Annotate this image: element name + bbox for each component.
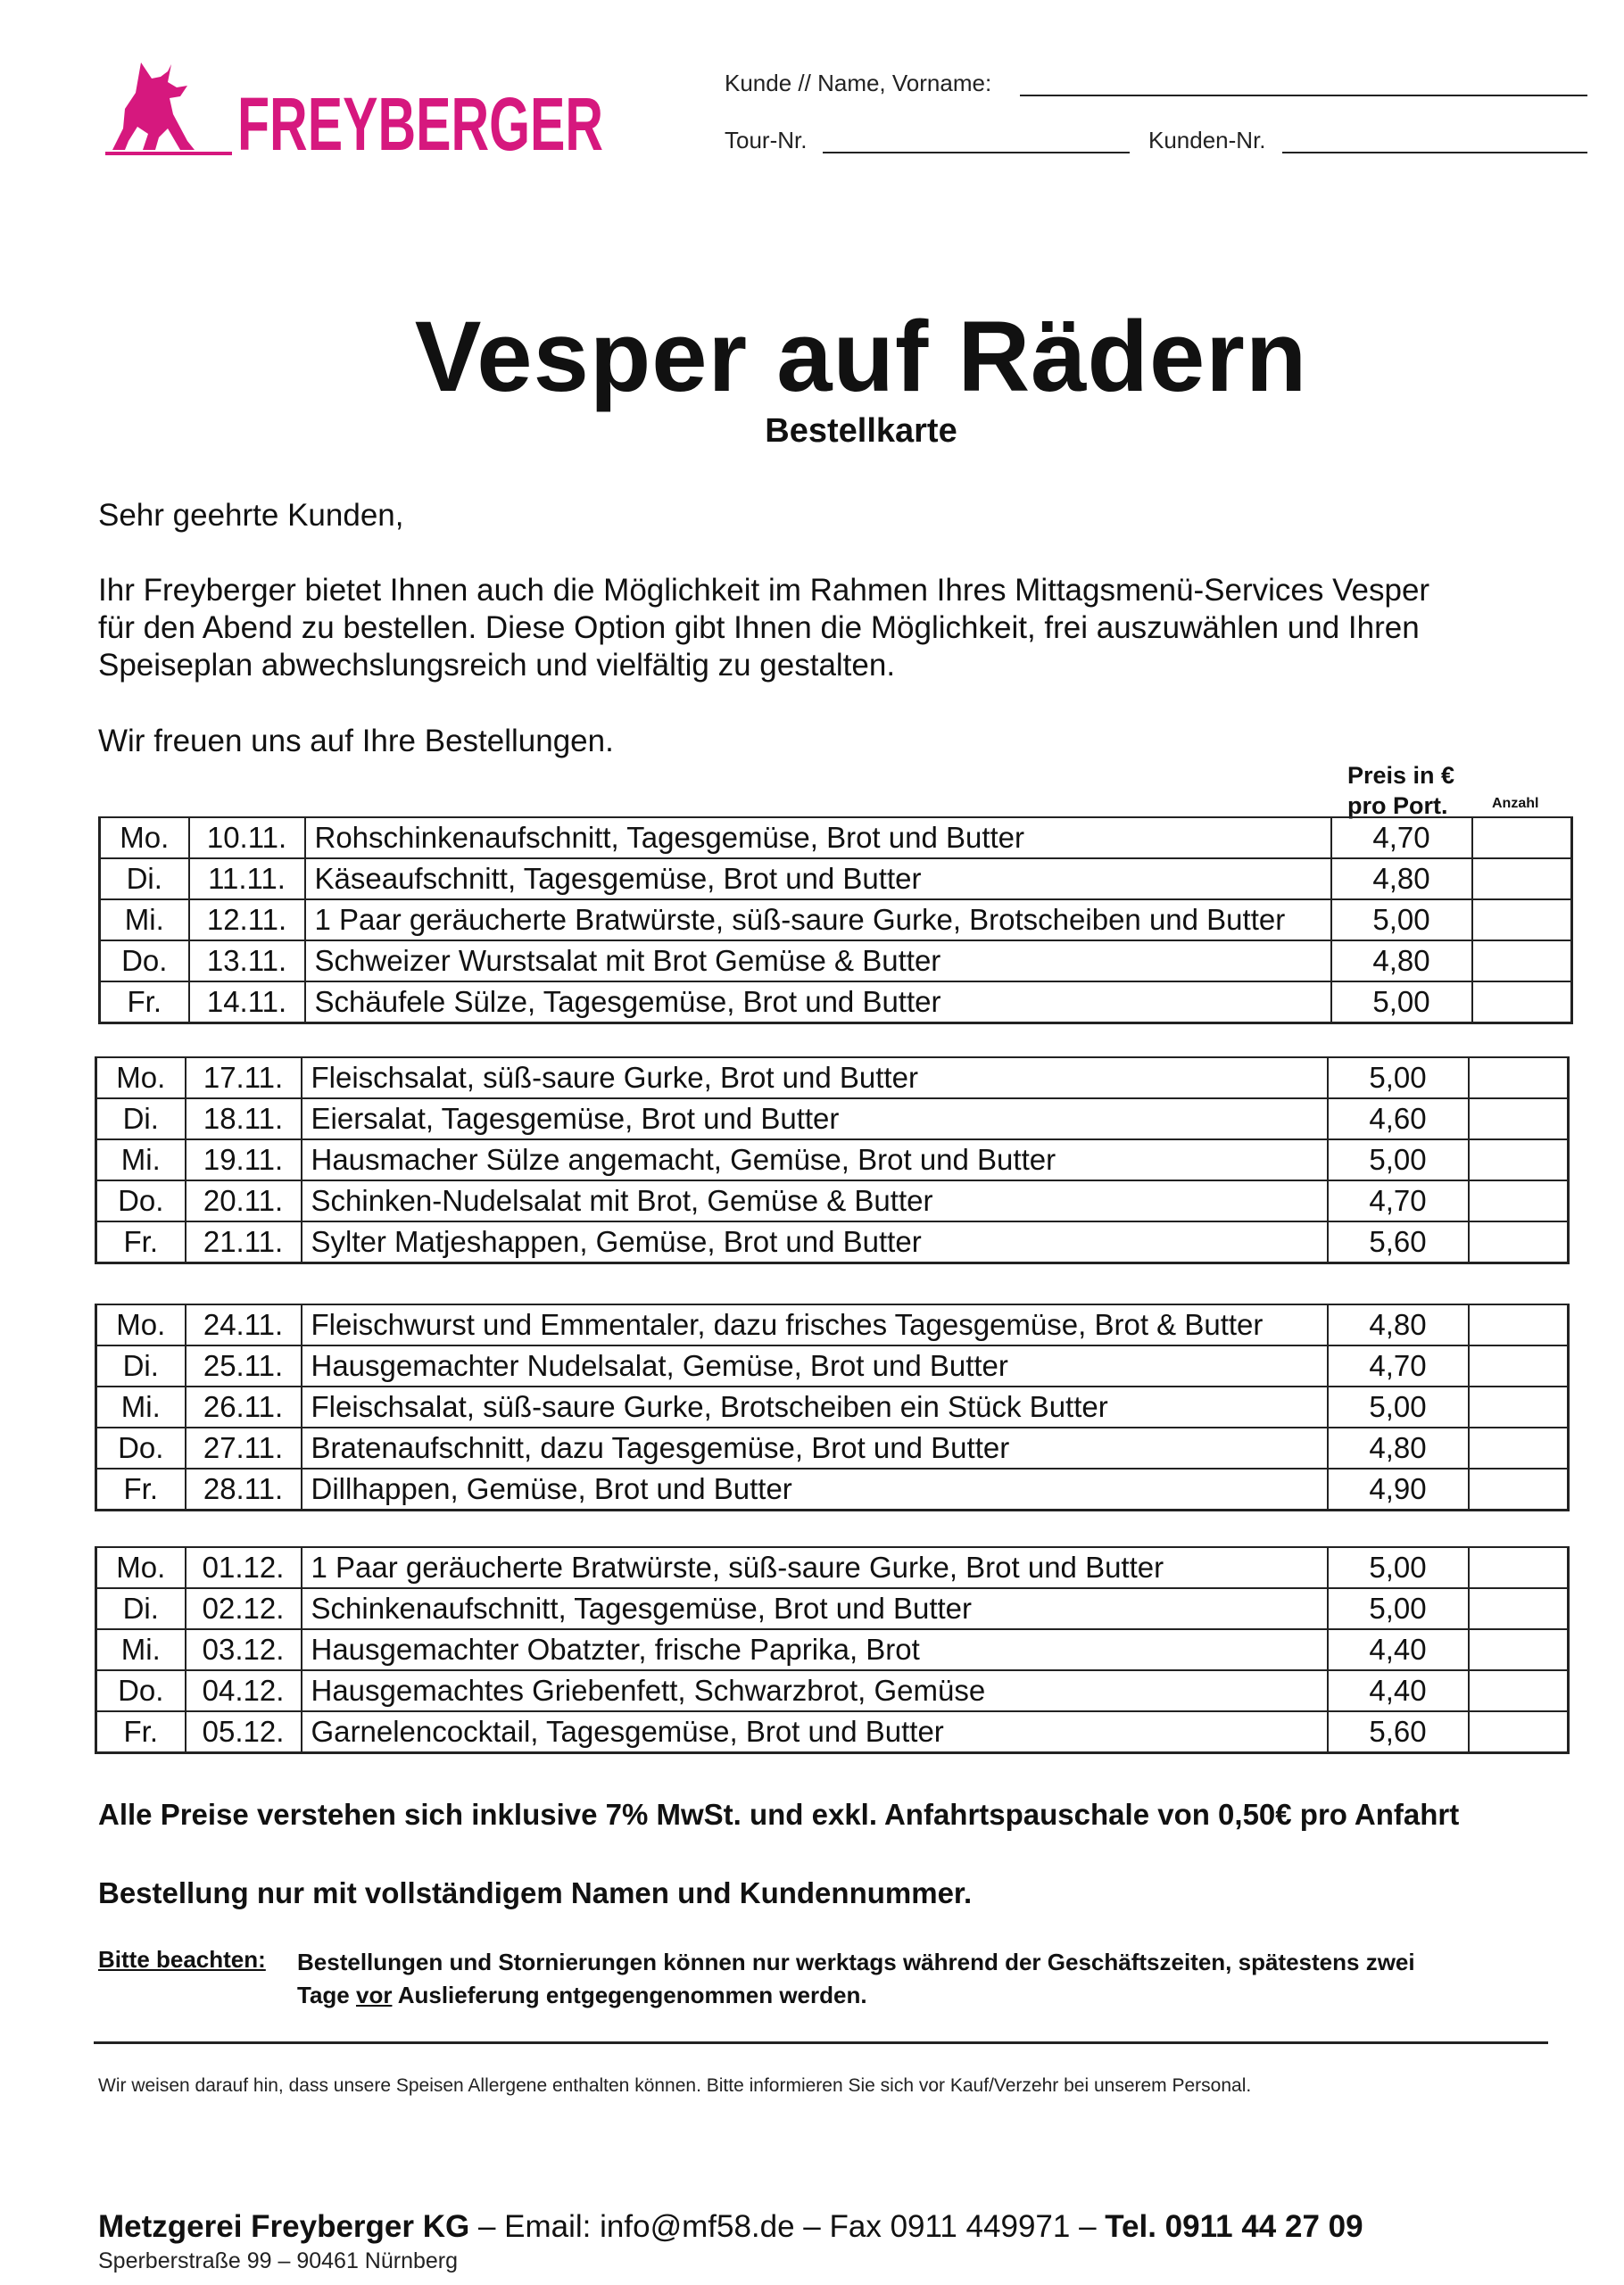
- dish-cell: Hausgemachter Nudelsalat, Gemüse, Brot und Butter: [302, 1345, 1328, 1387]
- table-row: [96, 1428, 1569, 1469]
- table-row: [100, 940, 1572, 981]
- dish-cell: Käseaufschnitt, Tagesgemüse, Brot und Butter: [305, 858, 1331, 899]
- quantity-field[interactable]: [1469, 1304, 1569, 1345]
- day-cell: Mi.: [96, 1387, 186, 1428]
- date-cell: 28.11.: [186, 1469, 302, 1511]
- date-cell: 26.11.: [186, 1387, 302, 1428]
- date-cell: 18.11.: [186, 1098, 302, 1139]
- price-cell: 5,60: [1328, 1221, 1469, 1263]
- price-cell: 5,00: [1328, 1588, 1469, 1629]
- quantity-header: Anzahl: [1492, 796, 1539, 811]
- date-cell: 12.11.: [189, 899, 305, 940]
- price-cell: 5,00: [1328, 1139, 1469, 1180]
- dish-cell: Eiersalat, Tagesgemüse, Brot und Butter: [302, 1098, 1328, 1139]
- day-cell: Di.: [96, 1345, 186, 1387]
- divider: [94, 2041, 1548, 2044]
- dish-cell: Garnelencocktail, Tagesgemüse, Brot und Butter: [302, 1711, 1328, 1753]
- quantity-field[interactable]: [1472, 981, 1572, 1023]
- page-subtitle: Bestellkarte: [765, 412, 957, 450]
- date-cell: 10.11.: [189, 817, 305, 858]
- day-cell: Mo.: [96, 1547, 186, 1588]
- dish-cell: Bratenaufschnitt, dazu Tagesgemüse, Brot und Butter: [302, 1428, 1328, 1469]
- intro-line: Speiseplan abwechslungsreich und vielfältig zu gestalten.: [98, 648, 896, 683]
- attention-text: [297, 1946, 1573, 2012]
- quantity-field[interactable]: [1472, 940, 1572, 981]
- day-cell: Do.: [100, 940, 189, 981]
- table-row: [96, 1469, 1569, 1511]
- price-note: Alle Preise verstehen sich inklusive 7% MwSt. und exkl. Anfahrtspauschale von 0,50€ pro Anfahrt: [98, 1798, 1460, 1831]
- quantity-field[interactable]: [1469, 1180, 1569, 1221]
- day-cell: Do.: [96, 1428, 186, 1469]
- day-cell: Mi.: [100, 899, 189, 940]
- table-row: [96, 1304, 1569, 1345]
- price-cell: 4,80: [1331, 858, 1472, 899]
- intro-line: für den Abend zu bestellen. Diese Option gibt Ihnen die Möglichkeit, frei auszuwählen und Ihren: [98, 610, 1420, 645]
- quantity-field[interactable]: [1469, 1098, 1569, 1139]
- dish-cell: Fleischsalat, süß-saure Gurke, Brotscheiben ein Stück Butter: [302, 1387, 1328, 1428]
- attention-line-1: Bestellungen und Stornierungen können nur werktags während der Geschäftszeiten, spätestens zwei: [297, 1949, 1415, 1975]
- date-cell: 25.11.: [186, 1345, 302, 1387]
- price-cell: 5,00: [1331, 981, 1472, 1023]
- table-row: [100, 858, 1572, 899]
- day-cell: Fr.: [100, 981, 189, 1023]
- freyberger-logo: [105, 52, 605, 163]
- day-cell: Fr.: [96, 1711, 186, 1753]
- dish-cell: 1 Paar geräucherte Bratwürste, süß-saure Gurke, Brotscheiben und Butter: [305, 899, 1331, 940]
- table-row: [96, 1711, 1569, 1753]
- dish-cell: Dillhappen, Gemüse, Brot und Butter: [302, 1469, 1328, 1511]
- quantity-field[interactable]: [1469, 1629, 1569, 1670]
- quantity-field[interactable]: [1469, 1711, 1569, 1753]
- address: Sperberstraße 99 – 90461 Nürnberg: [98, 2248, 459, 2273]
- quantity-field[interactable]: [1469, 1547, 1569, 1588]
- date-cell: 14.11.: [189, 981, 305, 1023]
- date-cell: 21.11.: [186, 1221, 302, 1263]
- date-cell: 19.11.: [186, 1139, 302, 1180]
- date-cell: 01.12.: [186, 1547, 302, 1588]
- price-cell: 4,80: [1328, 1428, 1469, 1469]
- order-note: Bestellung nur mit vollständigem Namen und Kundennummer.: [98, 1876, 973, 1909]
- footer-contact: [98, 2209, 1363, 2245]
- price-header-line1: Preis in €: [1347, 762, 1455, 789]
- table-row: [96, 1588, 1569, 1629]
- footer-sep: – Email:: [469, 2209, 601, 2244]
- date-cell: 17.11.: [186, 1057, 302, 1098]
- bull-logo-icon: [105, 52, 605, 163]
- price-header-line2: pro Port.: [1347, 792, 1448, 819]
- fax-number: 0911 449971: [890, 2209, 1071, 2244]
- price-cell: 4,70: [1328, 1180, 1469, 1221]
- day-cell: Fr.: [96, 1469, 186, 1511]
- dish-cell: Hausmacher Sülze angemacht, Gemüse, Brot und Butter: [302, 1139, 1328, 1180]
- week-table-3: [95, 1304, 1570, 1511]
- quantity-field[interactable]: [1469, 1588, 1569, 1629]
- date-cell: 04.12.: [186, 1670, 302, 1711]
- price-cell: 4,70: [1328, 1345, 1469, 1387]
- dish-cell: Schäufele Sülze, Tagesgemüse, Brot und Butter: [305, 981, 1331, 1023]
- day-cell: Mo.: [100, 817, 189, 858]
- price-cell: 4,80: [1331, 940, 1472, 981]
- email-link[interactable]: info@mf58.de: [600, 2209, 795, 2244]
- dish-cell: Schweizer Wurstsalat mit Brot Gemüse & Butter: [305, 940, 1331, 981]
- quantity-field[interactable]: [1469, 1469, 1569, 1511]
- date-cell: 02.12.: [186, 1588, 302, 1629]
- table-row: [96, 1345, 1569, 1387]
- dish-cell: Hausgemachtes Griebenfett, Schwarzbrot, Gemüse: [302, 1670, 1328, 1711]
- attention-text-part: Auslieferung entgegengenommen werden.: [392, 1982, 867, 2008]
- quantity-field[interactable]: [1472, 899, 1572, 940]
- day-cell: Do.: [96, 1670, 186, 1711]
- day-cell: Di.: [96, 1588, 186, 1629]
- customer-field[interactable]: [1282, 152, 1587, 153]
- price-cell: 4,40: [1328, 1629, 1469, 1670]
- table-row: [96, 1670, 1569, 1711]
- quantity-field[interactable]: [1472, 817, 1572, 858]
- table-row: [96, 1629, 1569, 1670]
- table-row: [100, 817, 1572, 858]
- allergen-note: Wir weisen darauf hin, dass unsere Speisen Allergene enthalten können. Bitte informieren Sie sich vor Kauf/Verzehr bei unserem Personal.: [98, 2075, 1252, 2096]
- dish-cell: Schinken-Nudelsalat mit Brot, Gemüse & Butter: [302, 1180, 1328, 1221]
- price-cell: 4,70: [1331, 817, 1472, 858]
- table-row: [96, 1057, 1569, 1098]
- day-cell: Mo.: [96, 1304, 186, 1345]
- dish-cell: Hausgemachter Obatzter, frische Paprika, Brot: [302, 1629, 1328, 1670]
- day-cell: Do.: [96, 1180, 186, 1221]
- price-header: [1347, 760, 1454, 821]
- intro-paragraph: [98, 572, 1562, 684]
- quantity-field[interactable]: [1469, 1221, 1569, 1263]
- date-cell: 11.11.: [189, 858, 305, 899]
- closing: Wir freuen uns auf Ihre Bestellungen.: [98, 724, 614, 758]
- attention-text-part: Tage: [297, 1982, 356, 2008]
- name-field[interactable]: [1020, 95, 1587, 96]
- price-cell: 5,00: [1328, 1387, 1469, 1428]
- day-cell: Mi.: [96, 1629, 186, 1670]
- name-label: Kunde // Name, Vorname:: [725, 70, 992, 96]
- table-row: [96, 1139, 1569, 1180]
- date-cell: 24.11.: [186, 1304, 302, 1345]
- day-cell: Fr.: [96, 1221, 186, 1263]
- price-cell: 5,60: [1328, 1711, 1469, 1753]
- dish-cell: Fleischwurst und Emmentaler, dazu frisches Tagesgemüse, Brot & Butter: [302, 1304, 1328, 1345]
- quantity-field[interactable]: [1469, 1428, 1569, 1469]
- tour-label: Tour-Nr.: [725, 127, 808, 153]
- price-cell: 4,60: [1328, 1098, 1469, 1139]
- dish-cell: Schinkenaufschnitt, Tagesgemüse, Brot und Butter: [302, 1588, 1328, 1629]
- intro-line: Ihr Freyberger bietet Ihnen auch die Möglichkeit im Rahmen Ihres Mittagsmenü-Services Vesper: [98, 573, 1430, 608]
- table-row: [100, 981, 1572, 1023]
- attention-line-2: [297, 1979, 1573, 2012]
- day-cell: Mi.: [96, 1139, 186, 1180]
- footer-sep: – Fax: [794, 2209, 891, 2244]
- tour-field[interactable]: [823, 152, 1130, 153]
- table-row: [96, 1221, 1569, 1263]
- phone-number: Tel. 0911 44 27 09: [1105, 2209, 1363, 2244]
- day-cell: Di.: [96, 1098, 186, 1139]
- table-row: [96, 1098, 1569, 1139]
- customer-label: Kunden-Nr.: [1148, 127, 1266, 153]
- date-cell: 13.11.: [189, 940, 305, 981]
- brand-name: FREYBERGER: [237, 82, 603, 163]
- dish-cell: 1 Paar geräucherte Bratwürste, süß-saure Gurke, Brot und Butter: [302, 1547, 1328, 1588]
- table-row: [96, 1180, 1569, 1221]
- date-cell: 27.11.: [186, 1428, 302, 1469]
- quantity-field[interactable]: [1469, 1057, 1569, 1098]
- date-cell: 05.12.: [186, 1711, 302, 1753]
- day-cell: Di.: [100, 858, 189, 899]
- table-row: [96, 1387, 1569, 1428]
- week-table-2: [95, 1056, 1570, 1264]
- price-cell: 4,40: [1328, 1670, 1469, 1711]
- table-row: [96, 1547, 1569, 1588]
- dish-cell: Rohschinkenaufschnitt, Tagesgemüse, Brot und Butter: [305, 817, 1331, 858]
- quantity-field[interactable]: [1469, 1345, 1569, 1387]
- footer-sep: –: [1070, 2209, 1106, 2244]
- attention-underlined: vor: [355, 1982, 393, 2008]
- dish-cell: Sylter Matjeshappen, Gemüse, Brot und Butter: [302, 1221, 1328, 1263]
- company-name: Metzgerei Freyberger KG: [98, 2209, 470, 2244]
- date-cell: 20.11.: [186, 1180, 302, 1221]
- attention-label: Bitte beachten:: [98, 1946, 266, 1973]
- quantity-field[interactable]: [1469, 1139, 1569, 1180]
- price-cell: 5,00: [1328, 1057, 1469, 1098]
- quantity-field[interactable]: [1469, 1670, 1569, 1711]
- week-table-1: [98, 816, 1573, 1024]
- table-row: [100, 899, 1572, 940]
- quantity-field[interactable]: [1469, 1387, 1569, 1428]
- page-title: Vesper auf Rädern: [414, 301, 1308, 412]
- week-table-4: [95, 1546, 1570, 1754]
- date-cell: 03.12.: [186, 1629, 302, 1670]
- day-cell: Mo.: [96, 1057, 186, 1098]
- quantity-field[interactable]: [1472, 858, 1572, 899]
- price-cell: 4,90: [1328, 1469, 1469, 1511]
- greeting: Sehr geehrte Kunden,: [98, 498, 404, 533]
- price-cell: 4,80: [1328, 1304, 1469, 1345]
- dish-cell: Fleischsalat, süß-saure Gurke, Brot und Butter: [302, 1057, 1328, 1098]
- price-cell: 5,00: [1331, 899, 1472, 940]
- price-cell: 5,00: [1328, 1547, 1469, 1588]
